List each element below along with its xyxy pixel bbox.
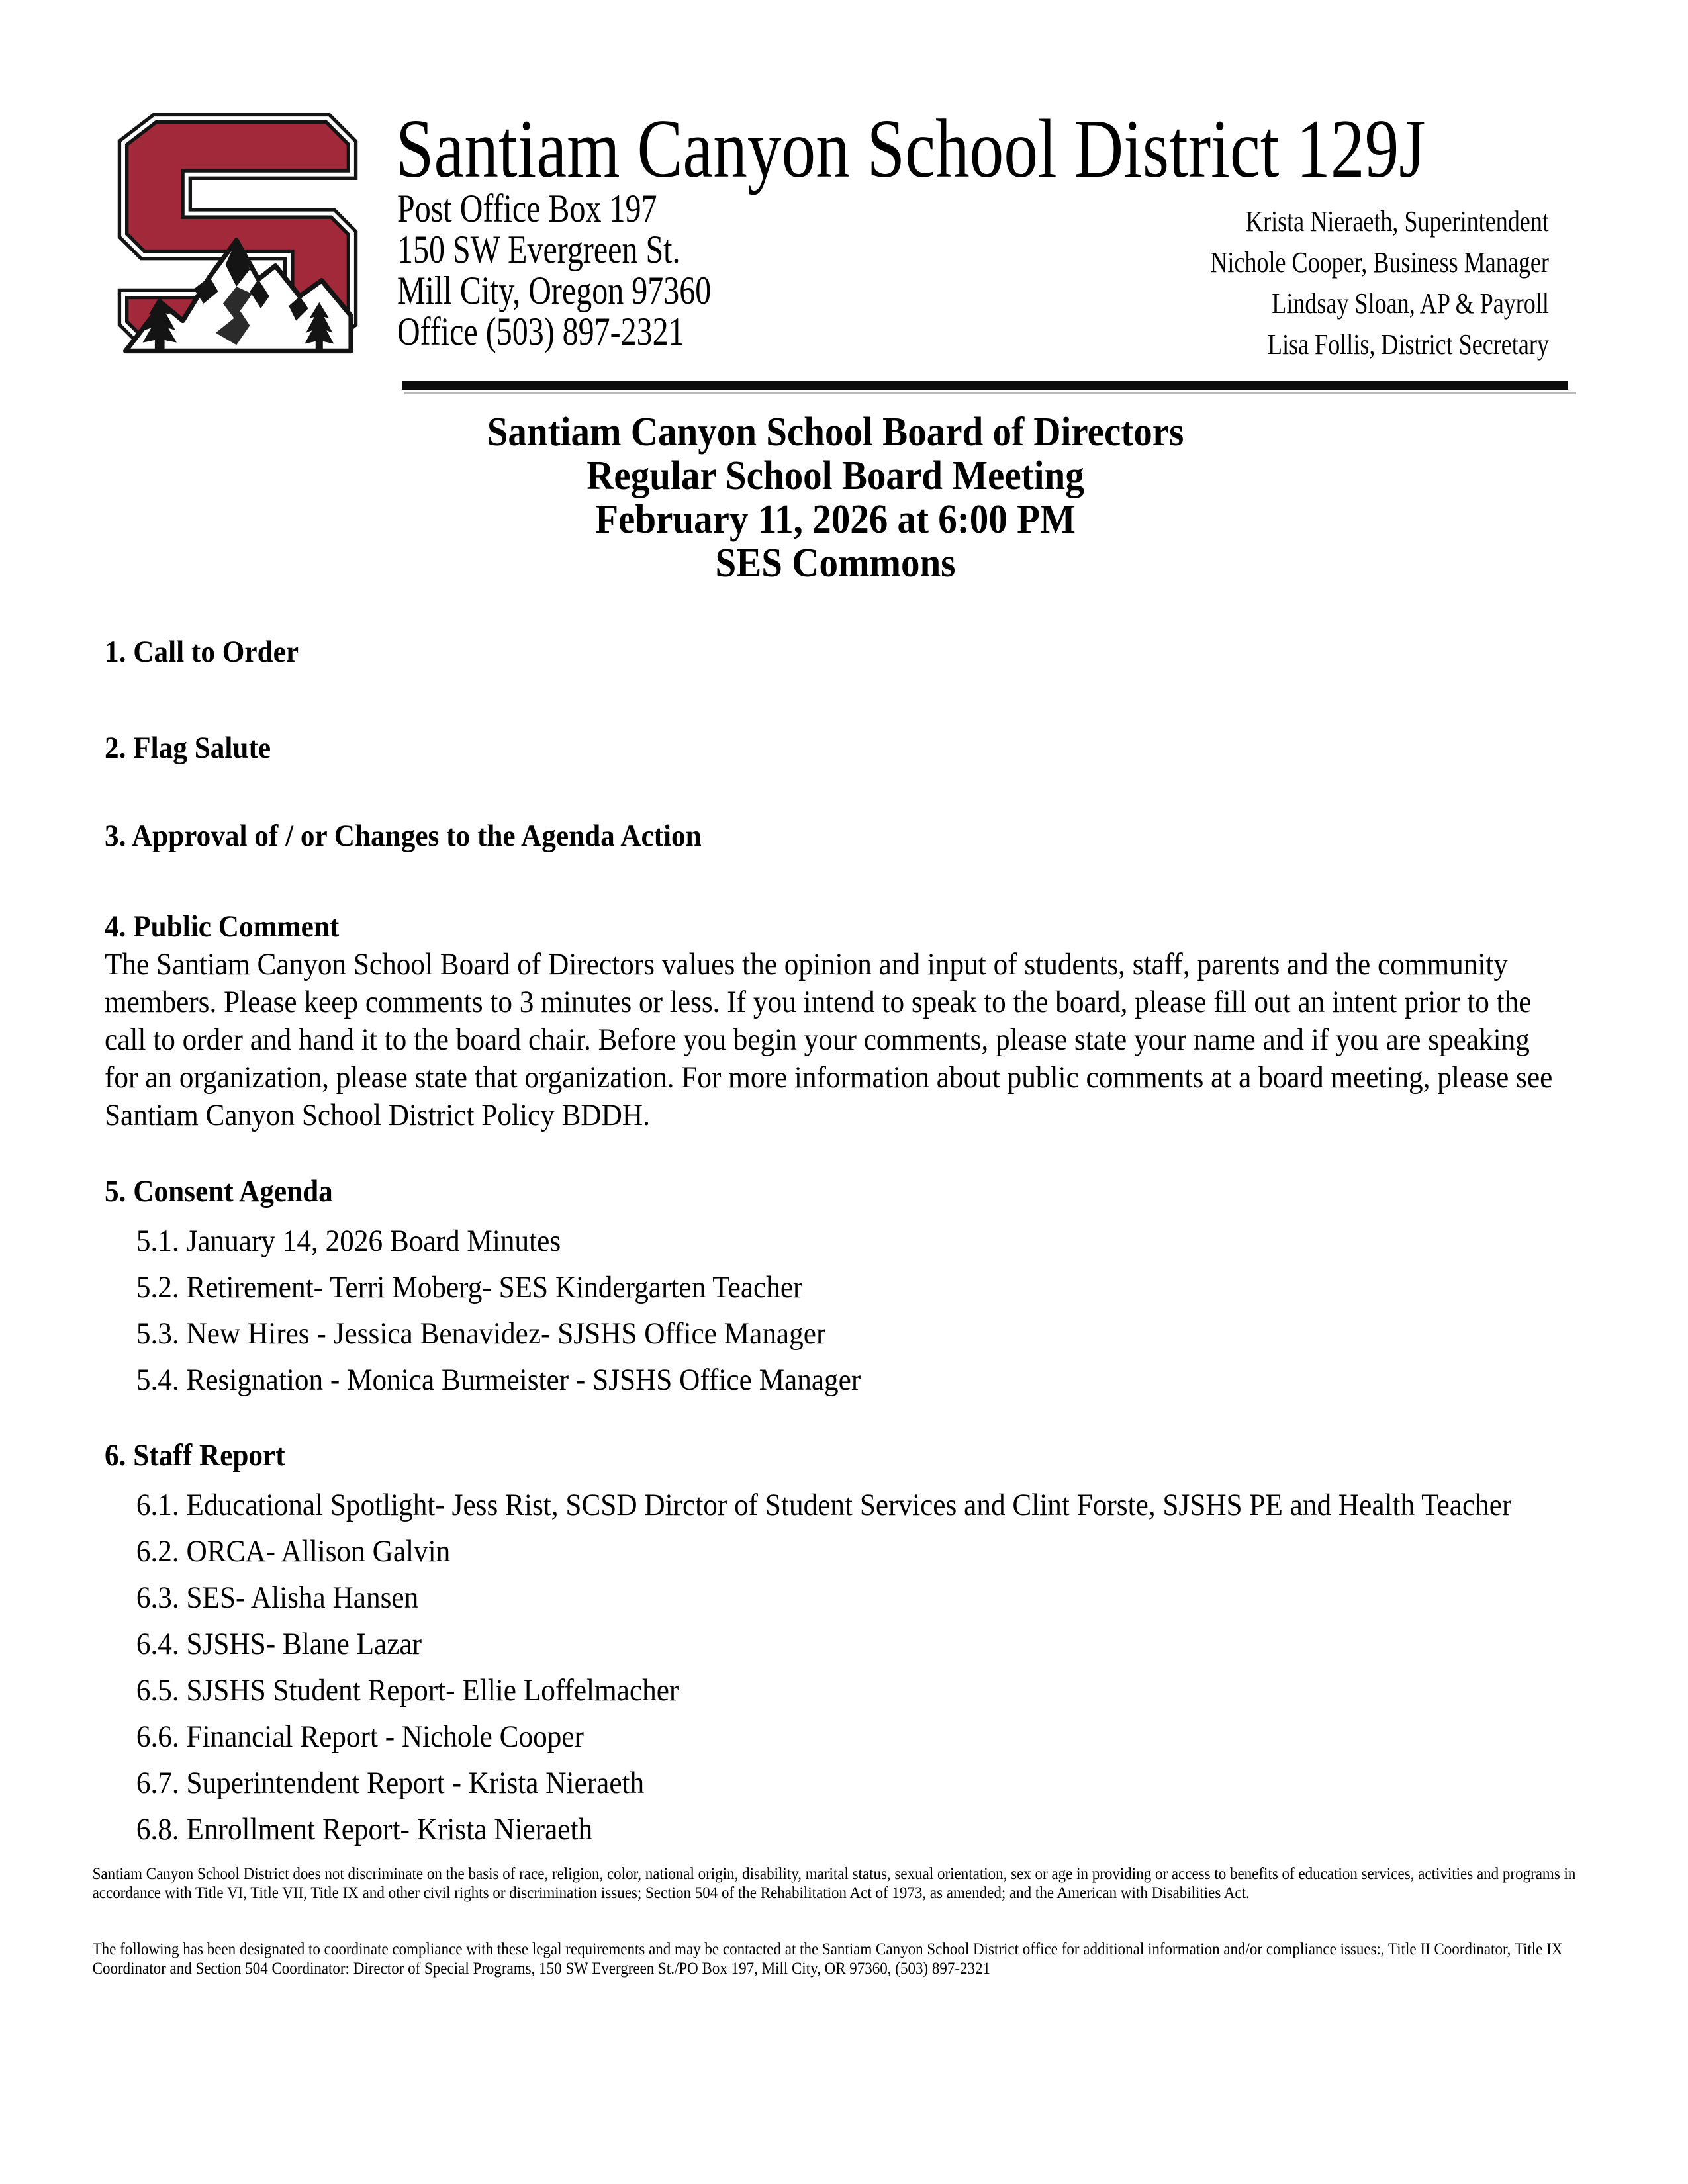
- staff-line: Lindsay Sloan, AP & Payroll: [1272, 287, 1549, 320]
- district-name-title: Santiam Canyon School District 129J: [396, 103, 1426, 195]
- address-line: Post Office Box 197: [397, 187, 657, 230]
- agenda-subitem: 6.8. Enrollment Report- Krista Nieraeth: [136, 1812, 593, 1846]
- agenda-subitem: 6.1. Educational Spotlight- Jess Rist, SCSD Dirctor of Student Services and Clint Forste, SJSHS PE and Health Teacher: [136, 1488, 1512, 1522]
- meeting-title-block: [105, 410, 1566, 585]
- address-line: Mill City, Oregon 97360: [397, 269, 712, 312]
- district-logo-s-icon: [113, 111, 363, 355]
- legal-paragraph: The following has been designated to coordinate compliance with these legal requirements and may be contacted at the Santiam Canyon School District office for additional information and/or compliance issues:, Title II Coordinator, Title IX Coordinator and Section 504 Coordinator: Director of Special Programs, 150 SW Evergreen St./PO Box 197, Mill City, OR 97360, (503) 897-2321: [92, 1940, 1563, 1978]
- agenda-section-consent-agenda: [105, 1173, 1566, 1399]
- agenda-subitem: 5.4. Resignation - Monica Burmeister - SJSHS Office Manager: [136, 1363, 861, 1397]
- agenda-subitem: 5.1. January 14, 2026 Board Minutes: [136, 1224, 561, 1258]
- staff-line: Krista Nieraeth, Superintendent: [1246, 205, 1549, 238]
- agenda-subitem: 6.2. ORCA- Allison Galvin: [136, 1534, 451, 1569]
- agenda-subitem: 5.3. New Hires - Jessica Benavidez- SJSHS Office Manager: [136, 1316, 826, 1351]
- legal-paragraph: Santiam Canyon School District does not discriminate on the basis of race, religion, color, national origin, disability, marital status, sexual orientation, sex or age in providing or access to benefits of education services, activities and programs in accordance with Title VI, Title VII, Title IX and other civil rights or discrimination issues; Section 504 of the Rehabilitation Act of 1973, as amended; and the American with Disabilities Act.: [92, 1865, 1576, 1902]
- agenda-subitem: 6.5. SJSHS Student Report- Ellie Loffelmacher: [136, 1673, 679, 1707]
- header-divider-rule-shadow: [404, 392, 1576, 394]
- public-comment-paragraph: The Santiam Canyon School Board of Directors values the opinion and input of students, staff, parents and the community members. Please keep comments to 3 minutes or less. If you intend to speak to the board, please fill out an intent prior to the call to order and hand it to the board chair. Before you begin your comments, please state your name and if you are speaking for an organization, please state that organization. For more information about public comments at a board meeting, please see Santiam Canyon School District Policy BDDH.: [105, 947, 1553, 1132]
- agenda-section-heading: 6. Staff Report: [105, 1438, 285, 1473]
- agenda-subitem: 6.6. Financial Report - Nichole Cooper: [136, 1719, 584, 1754]
- header-divider-rule: [402, 381, 1568, 390]
- agenda-subitem: 6.4. SJSHS- Blane Lazar: [136, 1627, 422, 1661]
- agenda-section-public-comment: [105, 908, 1566, 1134]
- consent-agenda-items: [105, 1222, 1566, 1399]
- agenda-section-heading: 3. Approval of / or Changes to the Agenda Action: [105, 819, 702, 853]
- document-body: [92, 410, 1576, 1978]
- meeting-title-line: Santiam Canyon School Board of Directors: [487, 410, 1184, 455]
- agenda-subitem: 6.3. SES- Alisha Hansen: [136, 1580, 419, 1615]
- agenda-section-staff-report: [105, 1437, 1566, 1848]
- meeting-title-line: Regular School Board Meeting: [586, 453, 1084, 498]
- agenda-subitem: 6.7. Superintendent Report - Krista Nieraeth: [136, 1766, 645, 1800]
- district-address-block: [397, 188, 711, 352]
- address-line: Office (503) 897-2321: [397, 310, 684, 353]
- agenda-section-heading: 4. Public Comment: [105, 909, 340, 944]
- address-line: 150 SW Evergreen St.: [397, 228, 680, 271]
- district-staff-block: [1210, 201, 1549, 365]
- staff-line: Nichole Cooper, Business Manager: [1210, 246, 1549, 279]
- agenda-subitem: 5.2. Retirement- Terri Moberg- SES Kindergarten Teacher: [136, 1270, 803, 1304]
- meeting-title-line: February 11, 2026 at 6:00 PM: [595, 497, 1076, 542]
- staff-line: Lisa Follis, District Secretary: [1268, 328, 1549, 361]
- agenda-section-heading: 1. Call to Order: [105, 635, 299, 669]
- agenda-section-call-to-order: [105, 633, 1566, 671]
- agenda-section-agenda-approval: [105, 817, 1566, 855]
- meeting-title-line: SES Commons: [715, 541, 956, 586]
- agenda-section-heading: 2. Flag Salute: [105, 731, 271, 765]
- agenda-section-heading: 5. Consent Agenda: [105, 1174, 333, 1208]
- staff-report-items: [105, 1486, 1566, 1848]
- non-discrimination-notice: [93, 1864, 1627, 1978]
- agenda-section-flag-salute: [105, 729, 1566, 767]
